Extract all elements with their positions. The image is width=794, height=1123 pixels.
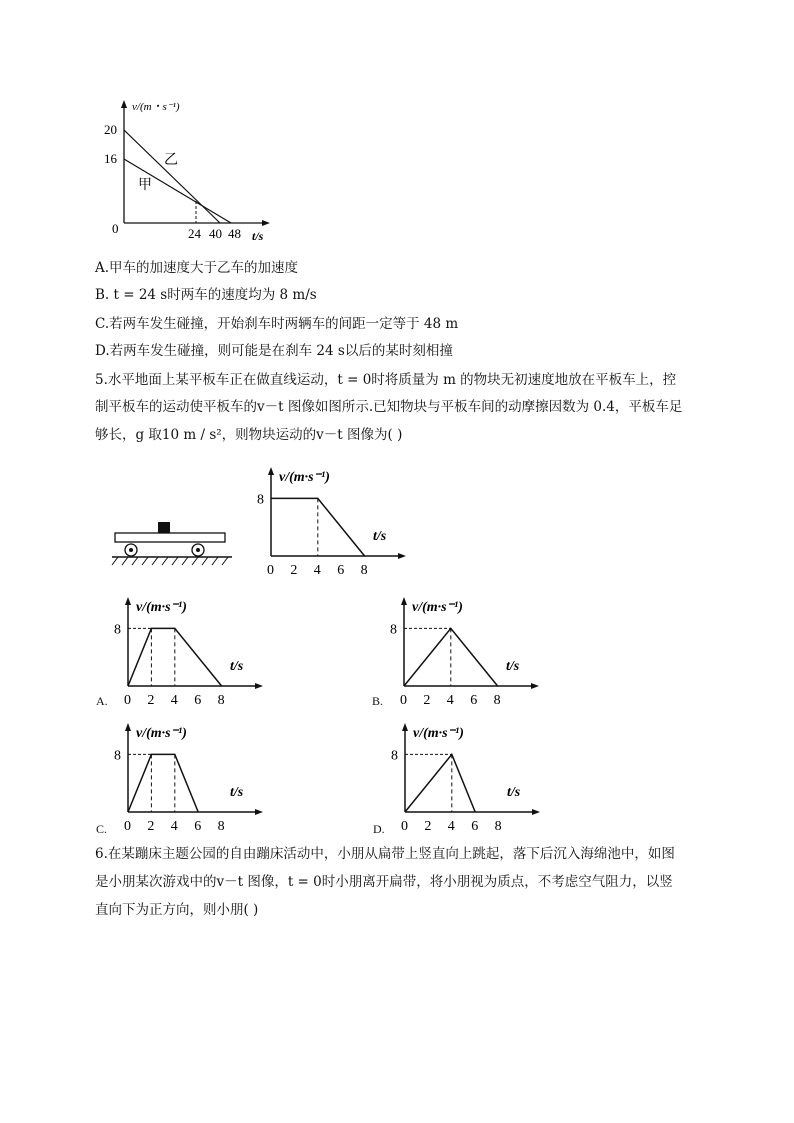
x-tick-8: 8 xyxy=(494,819,502,834)
x-axis-arrow xyxy=(531,683,539,689)
q4-y-label: v/(m・s⁻¹) xyxy=(132,101,180,113)
x-tick-4: 4 xyxy=(446,693,454,708)
y-tick-8: 8 xyxy=(114,748,121,764)
y-axis-arrow xyxy=(402,723,408,731)
x-axis-label: t/s xyxy=(373,529,387,544)
q4-line-yi xyxy=(124,130,220,223)
x-axis-arrow xyxy=(255,809,263,815)
y-axis-label: v/(m·s⁻¹) xyxy=(412,600,463,615)
x-tick-6: 6 xyxy=(337,563,345,578)
q4-y-tick-16: 16 xyxy=(104,151,117,166)
x-axis-label: t/s xyxy=(230,785,244,800)
q4-option-b: B. t = 24 s时两车的速度均为 8 m/s xyxy=(95,287,317,303)
y-tick-8: 8 xyxy=(390,622,397,638)
q4-x-tick-48: 48 xyxy=(228,226,241,241)
y-axis-arrow xyxy=(401,597,407,605)
x-axis-arrow xyxy=(532,809,540,815)
option-a-letter: A. xyxy=(96,694,108,708)
q6-line-3: 直向下为正方向，则小朋( ) xyxy=(95,902,259,918)
q4-option-a: A.甲车的加速度大于乙车的加速度 xyxy=(95,260,299,276)
q4-x-arrow xyxy=(262,220,270,226)
wheel-left-hub xyxy=(129,548,133,552)
y-axis-arrow xyxy=(125,597,131,605)
y-axis-label: v/(m·s⁻¹) xyxy=(413,726,464,741)
q5-line-3: 够长，g 取10 m / s²，则物块运动的v－t 图像为( ) xyxy=(95,427,403,443)
q5-line-1: 5.水平地面上某平板车正在做直线运动，t = 0时将质量为 m 的物块无初速度地放在平板车上，控 xyxy=(95,372,677,388)
x-axis-arrow xyxy=(398,553,406,559)
q4-option-d: D.若两车发生碰撞，则可能是在刹车 24 s以后的某时刻相撞 xyxy=(95,343,453,359)
x-tick-6: 6 xyxy=(470,693,478,708)
option-b-graph xyxy=(388,592,548,710)
block xyxy=(158,522,170,533)
x-tick-0: 0 xyxy=(267,563,274,578)
option-a-graph xyxy=(112,592,272,710)
y-axis-label: v/(m·s⁻¹) xyxy=(136,726,187,741)
x-tick-8: 8 xyxy=(217,693,225,708)
x-tick-2: 2 xyxy=(424,819,432,834)
x-tick-0: 0 xyxy=(124,819,131,834)
q6-line-1: 6.在某蹦床主题公园的自由蹦床活动中，小朋从扁带上竖直向上跳起，落下后沉入海绵池中，如图 xyxy=(95,846,675,862)
y-axis-arrow xyxy=(125,723,131,731)
cart-illustration xyxy=(110,518,235,573)
y-tick-8: 8 xyxy=(257,492,264,508)
y-tick-8: 8 xyxy=(114,622,121,638)
x-tick-2: 2 xyxy=(290,563,298,578)
x-tick-6: 6 xyxy=(194,693,202,708)
x-axis-label: t/s xyxy=(230,659,244,674)
x-tick-0: 0 xyxy=(400,693,407,708)
ground-hatch xyxy=(112,557,228,565)
q4-x-label: t/s xyxy=(252,229,264,243)
x-tick-8: 8 xyxy=(493,693,501,708)
x-axis-label: t/s xyxy=(506,659,520,674)
q4-x-tick-40: 40 xyxy=(209,226,222,241)
x-tick-8: 8 xyxy=(217,819,225,834)
x-axis-label: t/s xyxy=(507,785,521,800)
q4-vt-graph xyxy=(100,95,280,245)
option-c-letter: C. xyxy=(96,822,108,836)
q4-origin: 0 xyxy=(112,221,119,236)
option-c-graph xyxy=(112,718,272,836)
vt-line xyxy=(128,754,198,812)
wheel-right-hub xyxy=(196,548,200,552)
y-axis-label: v/(m·s⁻¹) xyxy=(279,470,330,485)
q4-x-tick-24: 24 xyxy=(188,226,201,241)
x-tick-6: 6 xyxy=(194,819,202,834)
q4-y-tick-20: 20 xyxy=(104,122,117,137)
q6-line-2: 是小朋某次游戏中的v－t 图像，t = 0时小朋离开扁带，将小朋视为质点，不考虑空气阻力，以竖 xyxy=(95,874,673,890)
x-tick-4: 4 xyxy=(170,819,178,834)
x-tick-8: 8 xyxy=(360,563,368,578)
x-tick-4: 4 xyxy=(170,693,178,708)
x-tick-2: 2 xyxy=(147,693,155,708)
q4-y-arrow xyxy=(121,100,127,108)
x-tick-6: 6 xyxy=(471,819,479,834)
q4-option-c: C.若两车发生碰撞，开始刹车时两辆车的间距一定等于 48 m xyxy=(95,316,459,332)
q4-label-jia: 甲 xyxy=(138,178,152,193)
option-d-graph xyxy=(389,718,549,836)
option-b-letter: B. xyxy=(372,694,384,708)
q4-label-yi: 乙 xyxy=(164,153,178,168)
x-tick-0: 0 xyxy=(401,819,408,834)
y-tick-8: 8 xyxy=(391,748,398,764)
x-axis-arrow xyxy=(255,683,263,689)
y-axis-label: v/(m·s⁻¹) xyxy=(136,600,187,615)
option-d-letter: D. xyxy=(373,822,385,836)
x-tick-4: 4 xyxy=(313,563,321,578)
vt-line xyxy=(405,754,475,812)
main-vt-graph xyxy=(255,462,415,580)
x-tick-2: 2 xyxy=(423,693,431,708)
x-tick-2: 2 xyxy=(147,819,155,834)
y-axis-arrow xyxy=(268,467,274,475)
x-tick-0: 0 xyxy=(124,693,131,708)
cart-board xyxy=(115,533,225,542)
x-tick-4: 4 xyxy=(447,819,455,834)
q5-line-2: 制平板车的运动使平板车的v－t 图像如图所示.已知物块与平板车间的动摩擦因数为 0.4，平板车足 xyxy=(95,399,683,415)
